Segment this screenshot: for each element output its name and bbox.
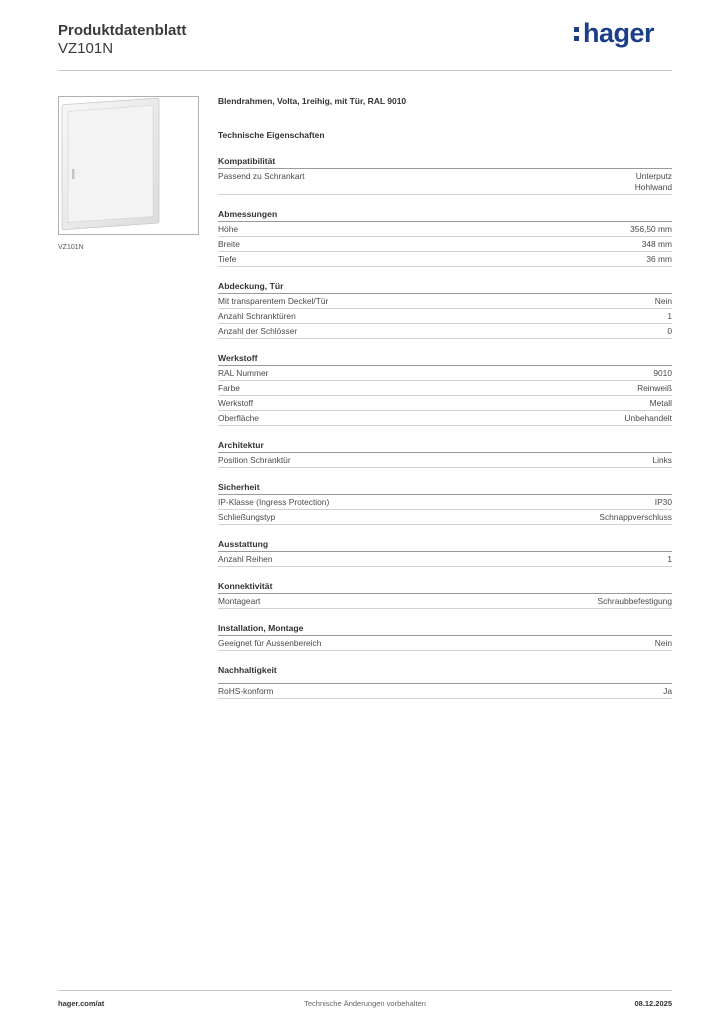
- property-value: 36 mm: [646, 254, 672, 264]
- property-row: [218, 381, 672, 396]
- property-row: [218, 309, 672, 324]
- property-row: [218, 510, 672, 525]
- property-value: 9010: [653, 368, 672, 378]
- property-row: [218, 594, 672, 609]
- property-value: 1: [667, 554, 672, 564]
- property-value: IP30: [654, 497, 672, 507]
- properties-title: Technische Eigenschaften: [218, 130, 325, 140]
- property-label: Höhe: [218, 224, 239, 234]
- property-row: [218, 552, 672, 567]
- group-kompatibilitaet: [218, 156, 672, 195]
- group-title: Installation, Montage: [218, 623, 672, 636]
- hager-logo: [583, 18, 654, 49]
- property-value: Schnappverschluss: [599, 512, 672, 522]
- property-label: Werkstoff: [218, 398, 254, 408]
- property-label: Geeignet für Aussenbereich: [218, 638, 322, 648]
- group-installation-montage: [218, 623, 672, 651]
- property-row: [218, 453, 672, 468]
- logo-colon-icon: [574, 27, 579, 45]
- property-value: 1: [667, 311, 672, 321]
- product-content: [218, 96, 672, 699]
- group-konnektivitaet: [218, 581, 672, 609]
- property-row: [218, 684, 672, 699]
- property-value: Unbehandelt: [624, 413, 672, 423]
- property-value: Links: [652, 455, 672, 465]
- property-label: Tiefe: [218, 254, 237, 264]
- group-title: Kompatibilität: [218, 156, 672, 169]
- product-image: [58, 96, 199, 235]
- document-title: Produktdatenblatt: [58, 22, 187, 39]
- property-row: [218, 222, 672, 237]
- group-werkstoff: [218, 353, 672, 426]
- property-label: RAL Nummer: [218, 368, 269, 378]
- property-label: Schließungstyp: [218, 512, 276, 522]
- property-row: [218, 252, 672, 267]
- property-value: Unterputz Hohlwand: [634, 171, 672, 192]
- group-title: Architektur: [218, 440, 672, 453]
- property-label: Montageart: [218, 596, 261, 606]
- group-abdeckung-tuer: [218, 281, 672, 339]
- property-value: Nein: [654, 638, 672, 648]
- property-label: IP-Klasse (Ingress Protection): [218, 497, 330, 507]
- property-label: Position Schranktür: [218, 455, 291, 465]
- property-row: [218, 294, 672, 309]
- page-header: [58, 20, 672, 71]
- footer-note: Technische Änderungen vorbehalten: [304, 999, 426, 1008]
- property-row: [218, 411, 672, 426]
- group-abmessungen: [218, 209, 672, 267]
- product-code: VZ101N: [58, 40, 114, 57]
- property-row: [218, 169, 672, 195]
- group-ausstattung: [218, 539, 672, 567]
- property-value: Metall: [649, 398, 672, 408]
- property-label: Breite: [218, 239, 240, 249]
- property-label: Anzahl der Schlösser: [218, 326, 298, 336]
- property-label: Farbe: [218, 383, 240, 393]
- distribution-frame-illustration: [59, 97, 198, 234]
- property-label: Anzahl Reihen: [218, 554, 273, 564]
- property-value: 356,50 mm: [630, 224, 672, 234]
- property-label: Passend zu Schrankart: [218, 171, 305, 181]
- property-label: Oberfläche: [218, 413, 259, 423]
- group-title: Sicherheit: [218, 482, 672, 495]
- page-footer: [58, 990, 672, 1011]
- property-row: [218, 396, 672, 411]
- property-row: [218, 636, 672, 651]
- property-value: Reinweiß: [637, 383, 672, 393]
- group-title: Konnektivität: [218, 581, 672, 594]
- property-label: Anzahl Schranktüren: [218, 311, 296, 321]
- group-title: Nachhaltigkeit: [218, 665, 672, 684]
- group-sicherheit: [218, 482, 672, 525]
- property-value: Ja: [663, 686, 672, 696]
- property-value: 348 mm: [641, 239, 672, 249]
- group-architektur: [218, 440, 672, 468]
- property-row: [218, 366, 672, 381]
- property-row: [218, 495, 672, 510]
- footer-date: 08.12.2025: [634, 999, 672, 1008]
- property-row: [218, 324, 672, 339]
- property-value: 0: [667, 326, 672, 336]
- property-label: Mit transparentem Deckel/Tür: [218, 296, 329, 306]
- image-caption: VZ101N: [58, 244, 84, 251]
- group-title: Abmessungen: [218, 209, 672, 222]
- product-description: Blendrahmen, Volta, 1reihig, mit Tür, RAL 9010: [218, 96, 407, 106]
- group-nachhaltigkeit: [218, 665, 672, 699]
- logo-text: hager: [582, 18, 654, 48]
- property-value: Nein: [654, 296, 672, 306]
- group-title: Werkstoff: [218, 353, 672, 366]
- footer-website: hager.com/at: [58, 999, 105, 1008]
- group-title: Abdeckung, Tür: [218, 281, 672, 294]
- property-label: RoHS-konform: [218, 686, 274, 696]
- property-row: [218, 237, 672, 252]
- property-value: Schraubbefestigung: [597, 596, 672, 606]
- group-title: Ausstattung: [218, 539, 672, 552]
